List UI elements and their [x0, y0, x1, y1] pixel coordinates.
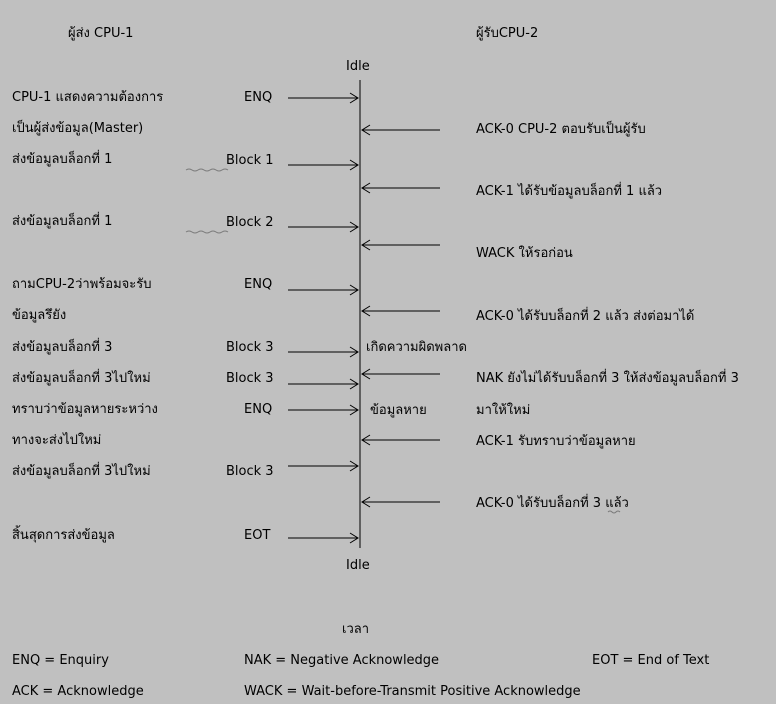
lost-note: ข้อมูลหาย — [370, 403, 427, 418]
step-label: ส่งข้อมูลบล็อกที่ 3ไปใหม่ — [12, 371, 151, 386]
legend-enq: ENQ = Enquiry — [12, 653, 109, 668]
reply-arrow-ack0-3 — [362, 497, 440, 507]
message-label: ENQ — [244, 90, 273, 105]
message-label: ENQ — [244, 402, 273, 417]
reply-label: ACK-0 ได้รับบล็อกที่ 2 แล้ว ส่งต่อมาได้ — [476, 309, 695, 324]
step-label: ส่งข้อมูลบล็อกที่ 1 — [12, 152, 113, 167]
reply-label: มาให้ใหม่ — [476, 403, 531, 418]
timeline-bottom-label: Idle — [346, 558, 370, 573]
wavy-mark — [186, 169, 228, 171]
message-label: Block 1 — [226, 153, 274, 168]
send-arrow-block3-final — [288, 461, 358, 471]
reply-label: NAK ยังไม่ได้รับบล็อกที่ 3 ให้ส่งข้อมูลบล็อกที่ 3 — [476, 371, 739, 386]
reply-arrow-ack1 — [362, 183, 440, 193]
send-arrow-block1 — [288, 160, 358, 170]
reply-arrow-ack0-2 — [362, 306, 440, 316]
send-arrow-block2 — [288, 222, 358, 232]
reply-arrow-nak — [362, 369, 440, 379]
reply-label: ACK-0 ได้รับบล็อกที่ 3 แล้ว — [476, 496, 629, 511]
timeline-top-label: Idle — [346, 59, 370, 74]
reply-arrow-wack — [362, 240, 440, 250]
send-arrow-block3 — [288, 347, 358, 357]
message-label: Block 3 — [226, 340, 274, 355]
step-label: ทางจะส่งไปใหม่ — [12, 433, 102, 448]
error-note: เกิดความผิดพลาด — [366, 340, 467, 355]
step-label: สิ้นสุดการส่งข้อมูล — [12, 528, 115, 543]
time-label: เวลา — [342, 622, 370, 637]
wavy-mark — [186, 231, 228, 233]
step-label: ส่งข้อมูลบล็อกที่ 1 — [12, 214, 113, 229]
legend-nak: NAK = Negative Acknowledge — [244, 653, 440, 668]
message-label: Block 3 — [226, 464, 274, 479]
receiver-header: ผู้รับCPU-2 — [476, 26, 539, 41]
step-label: ทราบว่าข้อมูลหายระหว่าง — [12, 402, 158, 417]
reply-label: ACK-1 รับทราบว่าข้อมูลหาย — [476, 434, 636, 449]
send-arrow-enq3 — [288, 405, 358, 415]
wavy-mark — [608, 511, 620, 513]
step-label: CPU-1 แสดงความต้องการ — [12, 90, 164, 105]
step-label: ส่งข้อมูลบล็อกที่ 3ไปใหม่ — [12, 464, 151, 479]
reply-arrow-ack1-2 — [362, 435, 440, 445]
send-arrow-eot — [288, 533, 358, 543]
message-label: EOT — [244, 528, 271, 543]
send-arrow-enq2 — [288, 285, 358, 295]
legend-ack: ACK = Acknowledge — [12, 684, 144, 699]
reply-arrows — [362, 125, 440, 507]
step-label: ข้อมูลรึยัง — [12, 308, 67, 323]
message-label: Block 2 — [226, 215, 274, 230]
message-label: ENQ — [244, 277, 273, 292]
reply-arrow-ack0 — [362, 125, 440, 135]
message-label: Block 3 — [226, 371, 274, 386]
legend-wack: WACK = Wait-before-Transmit Positive Acknowledge — [244, 684, 581, 699]
sender-header: ผู้ส่ง CPU-1 — [68, 26, 134, 41]
send-arrow-enq — [288, 93, 358, 103]
step-label: ส่งข้อมูลบล็อกที่ 3 — [12, 340, 113, 355]
send-arrows — [288, 93, 358, 543]
reply-label: WACK ให้รอก่อน — [476, 246, 573, 261]
step-label: ถามCPU-2ว่าพร้อมจะรับ — [12, 277, 152, 292]
reply-label: ACK-1 ได้รับข้อมูลบล็อกที่ 1 แล้ว — [476, 184, 663, 199]
legend-eot: EOT = End of Text — [592, 653, 710, 668]
send-arrow-block3-retry — [288, 379, 358, 389]
step-label: เป็นผู้ส่งข้อมูล(Master) — [12, 121, 144, 136]
reply-label: ACK-0 CPU-2 ตอบรับเป็นผู้รับ — [476, 122, 646, 137]
